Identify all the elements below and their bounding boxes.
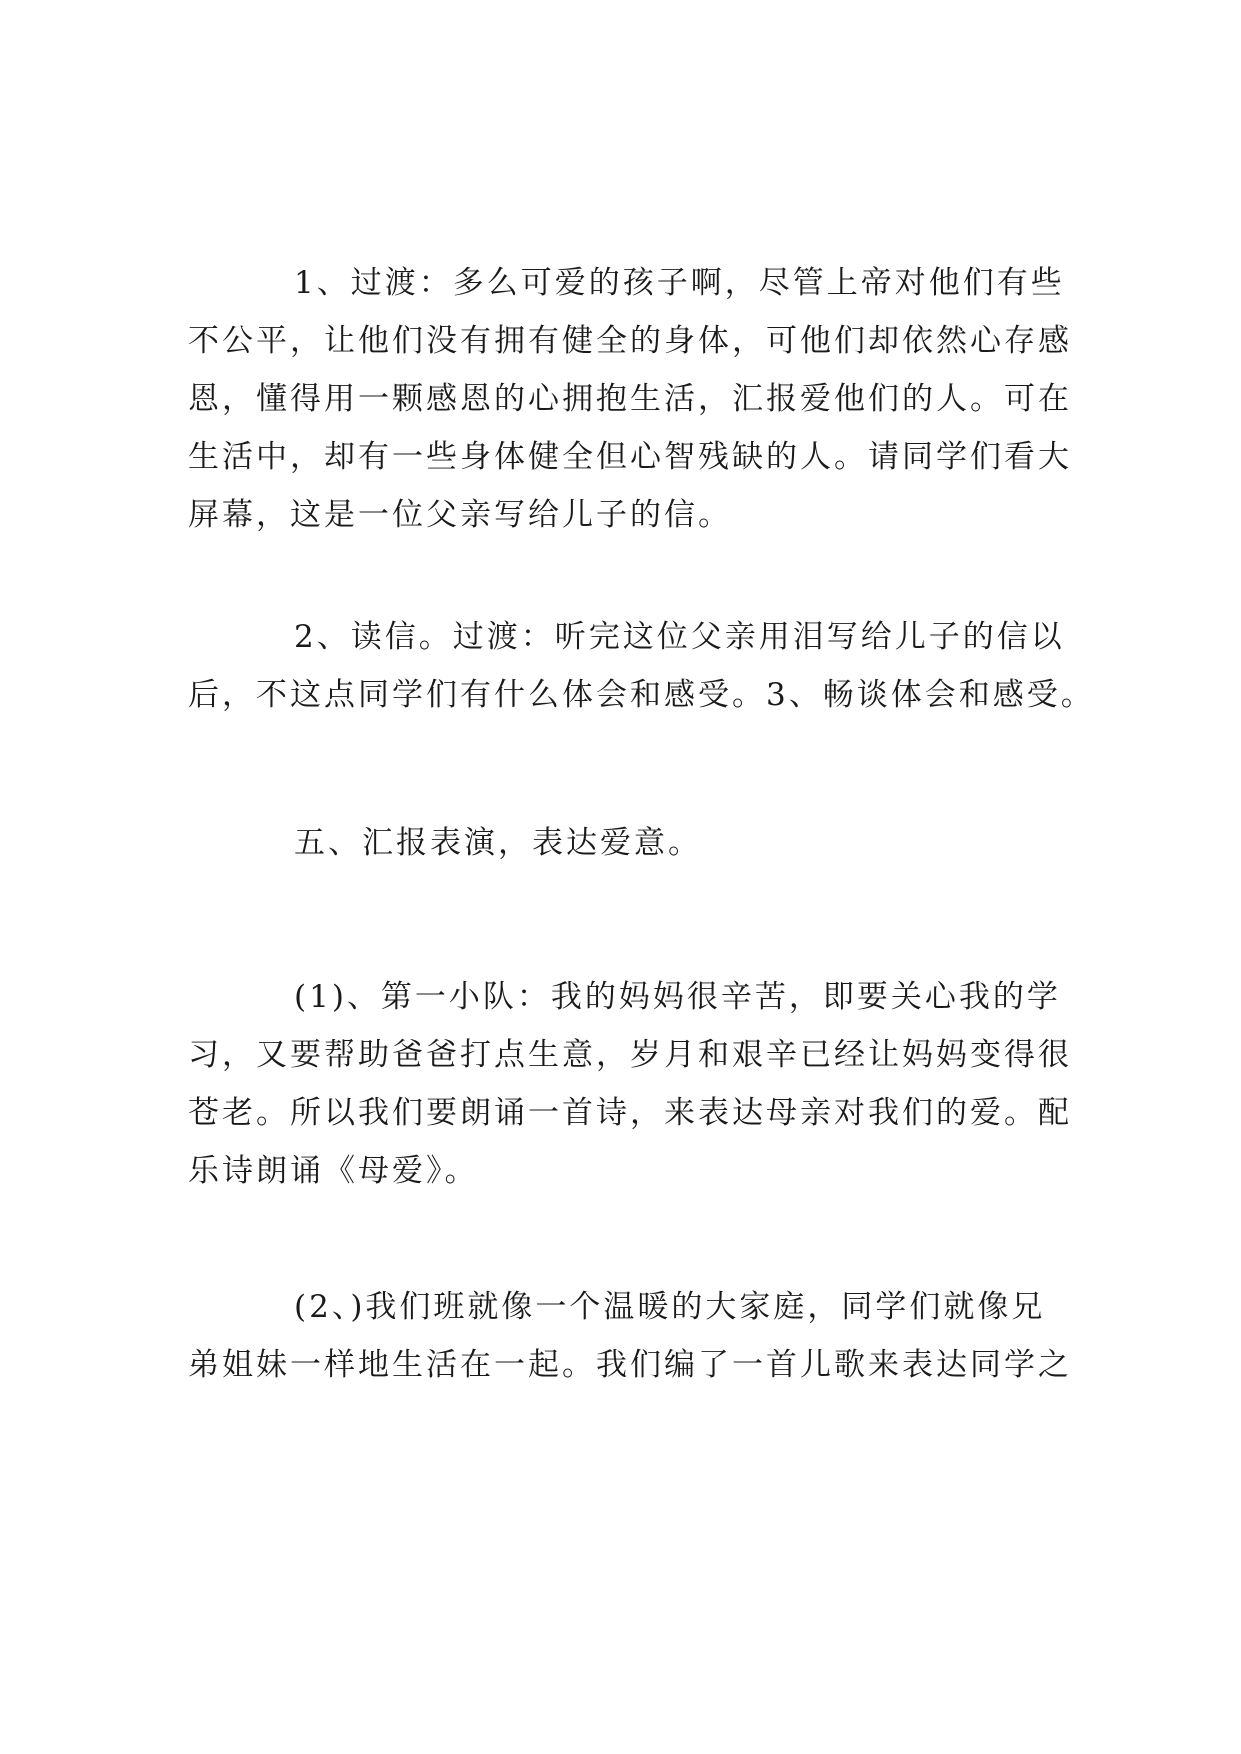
paragraph-line: 2、读信。过渡：听完这位父亲用泪写给儿子的信以 xyxy=(294,619,1065,655)
paragraph-line: 五、汇报表演，表达爱意。 xyxy=(294,825,702,861)
paragraph-line: 1、过渡：多么可爱的孩子啊，尽管上帝对他们有些 xyxy=(294,265,1065,301)
paragraph-line: 生活中，却有一些身体健全但心智残缺的人。请同学们看大 xyxy=(188,439,1072,475)
paragraph-line: 弟姐妹一样地生活在一起。我们编了一首儿歌来表达同学之 xyxy=(188,1347,1072,1383)
paragraph-line: (1)、第一小队：我的妈妈很辛苦，即要关心我的学 xyxy=(294,979,1061,1015)
paragraph-team-two xyxy=(188,1278,1072,1394)
paragraph-transition-1 xyxy=(188,254,1072,544)
paragraph-line: 恩，懂得用一颗感恩的心拥抱生活，汇报爱他们的人。可在 xyxy=(188,381,1072,417)
section-heading-five xyxy=(188,814,1058,872)
paragraph-read-letter xyxy=(188,608,1095,724)
paragraph-line: 不公平，让他们没有拥有健全的身体，可他们却依然心存感 xyxy=(188,323,1072,359)
paragraph-line: 习，又要帮助爸爸打点生意，岁月和艰辛已经让妈妈变得很 xyxy=(188,1037,1072,1073)
paragraph-line: 乐诗朗诵《母爱》。 xyxy=(188,1153,479,1189)
paragraph-line: 后，不这点同学们有什么体会和感受。3、畅谈体会和感受。 xyxy=(188,677,1095,713)
paragraph-line: 苍老。所以我们要朗诵一首诗，来表达母亲对我们的爱。配 xyxy=(188,1095,1072,1131)
paragraph-line: 屏幕，这是一位父亲写给儿子的信。 xyxy=(188,497,732,533)
paragraph-line: (2、)我们班就像一个温暖的大家庭，同学们就像兄 xyxy=(294,1289,1046,1325)
paragraph-team-one xyxy=(188,968,1072,1200)
